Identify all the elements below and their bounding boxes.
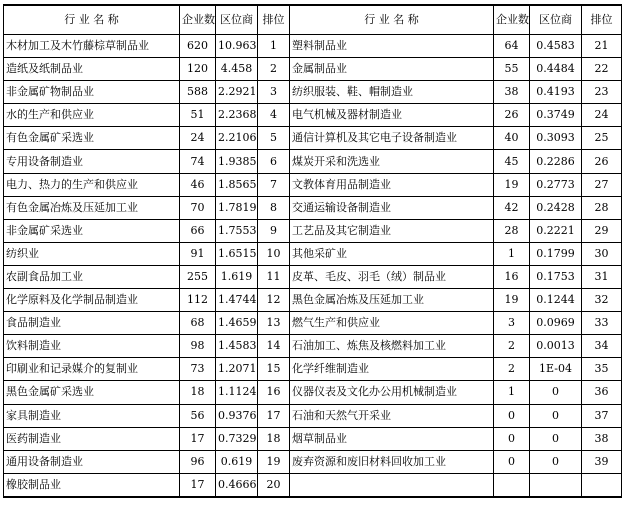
location-quotient-cell-right: 0.2428 [530, 196, 582, 219]
table-row [4, 173, 622, 196]
location-quotient-cell-left: 1.1124 [216, 381, 258, 404]
table-row [4, 219, 622, 242]
location-quotient-cell-right: 0.4484 [530, 58, 582, 81]
location-quotient-cell-left: 1.4659 [216, 312, 258, 335]
rank-cell-right: 26 [582, 150, 622, 173]
location-quotient-cell-right: 0.0969 [530, 312, 582, 335]
rank-cell-left: 13 [258, 312, 290, 335]
industry-name-cell-right: 工艺品及其它制造业 [290, 219, 494, 242]
location-quotient-cell-left: 1.4744 [216, 289, 258, 312]
enterprise-count-cell-right: 45 [494, 150, 530, 173]
industry-name-cell-right: 文教体育用品制造业 [290, 173, 494, 196]
table-row [4, 81, 622, 104]
location-quotient-cell-right: 0.2773 [530, 173, 582, 196]
rank-cell-right: 38 [582, 427, 622, 450]
table-row [4, 289, 622, 312]
industry-name-cell-left: 印刷业和记录媒介的复制业 [4, 358, 180, 381]
header-industry-name-left: 行 业 名 称 [4, 5, 180, 35]
industry-name-cell-right: 黑色金属冶炼及压延加工业 [290, 289, 494, 312]
table-row [4, 381, 622, 404]
rank-cell-right: 31 [582, 265, 622, 288]
location-quotient-cell-right: 0 [530, 381, 582, 404]
enterprise-count-cell-right: 38 [494, 81, 530, 104]
location-quotient-cell-left: 0.619 [216, 450, 258, 473]
table-row [4, 35, 622, 58]
enterprise-count-cell-right: 19 [494, 289, 530, 312]
industry-name-cell-right: 石油加工、炼焦及核燃料加工业 [290, 335, 494, 358]
enterprise-count-cell-right [494, 473, 530, 497]
enterprise-count-cell-right: 2 [494, 335, 530, 358]
industry-name-cell-right: 仪器仪表及文化办公用机械制造业 [290, 381, 494, 404]
enterprise-count-cell-left: 56 [180, 404, 216, 427]
location-quotient-cell-left: 1.619 [216, 265, 258, 288]
industry-name-cell-left: 纺织业 [4, 242, 180, 265]
location-quotient-cell-left: 1.6515 [216, 242, 258, 265]
rank-cell-left: 5 [258, 127, 290, 150]
rank-cell-right: 28 [582, 196, 622, 219]
header-enterprise-count-left: 企业数 [180, 5, 216, 35]
table-row [4, 58, 622, 81]
rank-cell-left: 16 [258, 381, 290, 404]
industry-name-cell-left: 有色金属矿采选业 [4, 127, 180, 150]
table-row [4, 427, 622, 450]
enterprise-count-cell-left: 66 [180, 219, 216, 242]
location-quotient-cell-left: 0.7329 [216, 427, 258, 450]
rank-cell-right: 29 [582, 219, 622, 242]
enterprise-count-cell-right: 0 [494, 427, 530, 450]
rank-cell-left: 15 [258, 358, 290, 381]
header-industry-name-right: 行 业 名 称 [290, 5, 494, 35]
enterprise-count-cell-left: 70 [180, 196, 216, 219]
location-quotient-cell-left: 1.8565 [216, 173, 258, 196]
rank-cell-right: 35 [582, 358, 622, 381]
location-quotient-cell-right: 0 [530, 450, 582, 473]
rank-cell-right: 22 [582, 58, 622, 81]
industry-name-cell-right: 燃气生产和供应业 [290, 312, 494, 335]
location-quotient-cell-right: 0.1244 [530, 289, 582, 312]
location-quotient-cell-right: 0.1799 [530, 242, 582, 265]
industry-name-cell-right: 废弃资源和废旧材料回收加工业 [290, 450, 494, 473]
rank-cell-left: 9 [258, 219, 290, 242]
industry-name-cell-right: 煤炭开采和洗选业 [290, 150, 494, 173]
rank-cell-left: 7 [258, 173, 290, 196]
location-quotient-cell-left: 1.4583 [216, 335, 258, 358]
industry-name-cell-left: 非金属矿物制品业 [4, 81, 180, 104]
location-quotient-cell-right: 0.2286 [530, 150, 582, 173]
enterprise-count-cell-left: 74 [180, 150, 216, 173]
enterprise-count-cell-left: 24 [180, 127, 216, 150]
header-rank-left: 排位 [258, 5, 290, 35]
location-quotient-cell-right: 0.3749 [530, 104, 582, 127]
enterprise-count-cell-right: 16 [494, 265, 530, 288]
industry-name-cell-right: 金属制品业 [290, 58, 494, 81]
enterprise-count-cell-right: 55 [494, 58, 530, 81]
table-row [4, 404, 622, 427]
industry-name-cell-left: 电力、热力的生产和供应业 [4, 173, 180, 196]
location-quotient-cell-right: 0 [530, 427, 582, 450]
table-row [4, 104, 622, 127]
rank-cell-left: 4 [258, 104, 290, 127]
location-quotient-cell-right: 0.2221 [530, 219, 582, 242]
location-quotient-cell-left: 1.7819 [216, 196, 258, 219]
industry-name-cell-right: 石油和天然气开采业 [290, 404, 494, 427]
location-quotient-cell-right: 0.3093 [530, 127, 582, 150]
industry-name-cell-left: 黑色金属矿采选业 [4, 381, 180, 404]
rank-cell-right: 27 [582, 173, 622, 196]
enterprise-count-cell-right: 2 [494, 358, 530, 381]
enterprise-count-cell-left: 68 [180, 312, 216, 335]
table-row [4, 473, 622, 497]
table-row [4, 358, 622, 381]
rank-cell-right: 36 [582, 381, 622, 404]
rank-cell-right: 32 [582, 289, 622, 312]
rank-cell-left: 17 [258, 404, 290, 427]
rank-cell-left: 1 [258, 35, 290, 58]
rank-cell-right: 33 [582, 312, 622, 335]
industry-name-cell-right: 皮革、毛皮、羽毛（绒）制品业 [290, 265, 494, 288]
location-quotient-cell-left: 0.4666 [216, 473, 258, 497]
enterprise-count-cell-left: 18 [180, 381, 216, 404]
rank-cell-right [582, 473, 622, 497]
location-quotient-cell-right: 0.1753 [530, 265, 582, 288]
location-quotient-cell-left: 2.2106 [216, 127, 258, 150]
rank-cell-left: 10 [258, 242, 290, 265]
industry-name-cell-left: 造纸及纸制品业 [4, 58, 180, 81]
industry-name-cell-left: 水的生产和供应业 [4, 104, 180, 127]
enterprise-count-cell-left: 588 [180, 81, 216, 104]
enterprise-count-cell-left: 112 [180, 289, 216, 312]
location-quotient-cell-right: 0.0013 [530, 335, 582, 358]
industry-name-cell-left: 专用设备制造业 [4, 150, 180, 173]
location-quotient-cell-left: 2.2368 [216, 104, 258, 127]
enterprise-count-cell-right: 19 [494, 173, 530, 196]
rank-cell-left: 11 [258, 265, 290, 288]
header-row [4, 5, 622, 35]
industry-name-cell-right: 塑料制品业 [290, 35, 494, 58]
enterprise-count-cell-right: 28 [494, 219, 530, 242]
enterprise-count-cell-right: 26 [494, 104, 530, 127]
industry-name-cell-right: 烟草制品业 [290, 427, 494, 450]
enterprise-count-cell-right: 42 [494, 196, 530, 219]
industry-name-cell-right: 通信计算机及其它电子设备制造业 [290, 127, 494, 150]
rank-cell-left: 20 [258, 473, 290, 497]
industry-name-cell-left: 饮料制造业 [4, 335, 180, 358]
industry-name-cell-left: 食品制造业 [4, 312, 180, 335]
table-row [4, 242, 622, 265]
location-quotient-cell-left: 4.458 [216, 58, 258, 81]
location-quotient-cell-left: 1.7553 [216, 219, 258, 242]
rank-cell-left: 14 [258, 335, 290, 358]
enterprise-count-cell-right: 40 [494, 127, 530, 150]
rank-cell-left: 19 [258, 450, 290, 473]
rank-cell-left: 2 [258, 58, 290, 81]
industry-name-cell-left: 非金属矿采选业 [4, 219, 180, 242]
industry-name-cell-left: 有色金属冶炼及压延加工业 [4, 196, 180, 219]
rank-cell-left: 8 [258, 196, 290, 219]
industry-name-cell-right: 化学纤维制造业 [290, 358, 494, 381]
table-row [4, 450, 622, 473]
industry-name-cell-left: 农副食品加工业 [4, 265, 180, 288]
location-quotient-cell-left: 1.9385 [216, 150, 258, 173]
header-rank-right: 排位 [582, 5, 622, 35]
enterprise-count-cell-left: 620 [180, 35, 216, 58]
industry-name-cell-right: 纺织服装、鞋、帽制造业 [290, 81, 494, 104]
enterprise-count-cell-left: 17 [180, 473, 216, 497]
rank-cell-left: 18 [258, 427, 290, 450]
rank-cell-left: 6 [258, 150, 290, 173]
location-quotient-cell-right: 0 [530, 404, 582, 427]
rank-cell-right: 37 [582, 404, 622, 427]
table-row [4, 265, 622, 288]
table-row [4, 196, 622, 219]
industry-name-cell-right: 其他采矿业 [290, 242, 494, 265]
rank-cell-right: 25 [582, 127, 622, 150]
enterprise-count-cell-left: 51 [180, 104, 216, 127]
location-quotient-cell-right: 1E-04 [530, 358, 582, 381]
rank-cell-right: 30 [582, 242, 622, 265]
enterprise-count-cell-left: 46 [180, 173, 216, 196]
industry-name-cell-left: 化学原料及化学制品制造业 [4, 289, 180, 312]
enterprise-count-cell-left: 17 [180, 427, 216, 450]
enterprise-count-cell-left: 73 [180, 358, 216, 381]
rank-cell-left: 12 [258, 289, 290, 312]
location-quotient-cell-left: 2.2921 [216, 81, 258, 104]
table-row [4, 150, 622, 173]
location-quotient-cell-right: 0.4583 [530, 35, 582, 58]
rank-cell-left: 3 [258, 81, 290, 104]
industry-name-cell-left: 家具制造业 [4, 404, 180, 427]
location-quotient-cell-left: 1.2071 [216, 358, 258, 381]
industry-name-cell-left: 通用设备制造业 [4, 450, 180, 473]
table-row [4, 312, 622, 335]
header-location-quotient-left: 区位商 [216, 5, 258, 35]
enterprise-count-cell-right: 0 [494, 450, 530, 473]
location-quotient-cell-left: 0.9376 [216, 404, 258, 427]
location-quotient-cell-right: 0.4193 [530, 81, 582, 104]
enterprise-count-cell-left: 120 [180, 58, 216, 81]
enterprise-count-cell-right: 0 [494, 404, 530, 427]
industry-name-cell-left: 木材加工及木竹藤棕草制品业 [4, 35, 180, 58]
industry-name-cell-right [290, 473, 494, 497]
industry-name-cell-right: 电气机械及器材制造业 [290, 104, 494, 127]
enterprise-count-cell-left: 91 [180, 242, 216, 265]
location-quotient-cell-left: 10.963 [216, 35, 258, 58]
enterprise-count-cell-right: 3 [494, 312, 530, 335]
enterprise-count-cell-right: 1 [494, 242, 530, 265]
enterprise-count-cell-left: 255 [180, 265, 216, 288]
enterprise-count-cell-right: 1 [494, 381, 530, 404]
table-body [4, 35, 622, 497]
rank-cell-right: 24 [582, 104, 622, 127]
header-enterprise-count-right: 企业数 [494, 5, 530, 35]
rank-cell-right: 23 [582, 81, 622, 104]
rank-cell-right: 39 [582, 450, 622, 473]
enterprise-count-cell-left: 96 [180, 450, 216, 473]
industry-name-cell-left: 医药制造业 [4, 427, 180, 450]
industry-location-quotient-table [3, 4, 622, 498]
header-location-quotient-right: 区位商 [530, 5, 582, 35]
enterprise-count-cell-right: 64 [494, 35, 530, 58]
industry-name-cell-left: 橡胶制品业 [4, 473, 180, 497]
rank-cell-right: 34 [582, 335, 622, 358]
location-quotient-cell-right [530, 473, 582, 497]
table-row [4, 335, 622, 358]
enterprise-count-cell-left: 98 [180, 335, 216, 358]
table-row [4, 127, 622, 150]
rank-cell-right: 21 [582, 35, 622, 58]
industry-name-cell-right: 交通运输设备制造业 [290, 196, 494, 219]
